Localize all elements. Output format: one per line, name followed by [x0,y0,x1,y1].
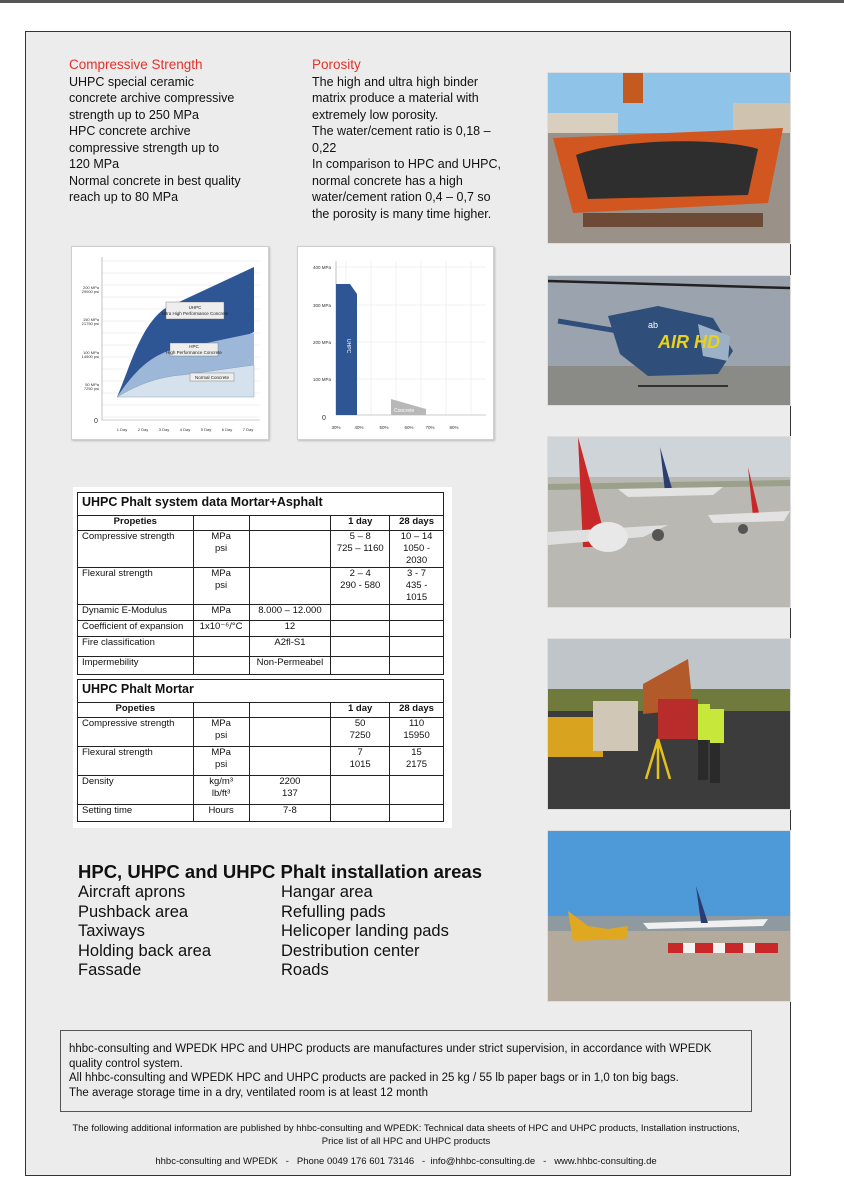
y-zero-label: 0 [94,418,98,425]
porosity-heading: Porosity [312,57,361,72]
x-tick-label: 2 Day [137,427,149,432]
y-tick-label: 14500 psi [81,354,99,359]
day1-cell [331,621,390,637]
value-cell: 8.000 – 12.000 [249,605,331,621]
day28-cell [390,637,444,657]
normal-concrete-label: Normal Concrete [194,375,230,380]
day28-cell: 10 – 14 1050 - 2030 [390,531,444,568]
uhpc-bar-label: UHPC [345,339,351,354]
day28-cell: 15 2175 [390,747,444,776]
property-cell: Density [78,776,194,805]
compressive-line: HPC concrete archive [69,124,191,138]
y-tick-label: 200 MPa [82,285,99,290]
area-item: Refulling pads [281,902,386,921]
hpc-label-full: High Performance Concrete [166,350,222,355]
day28-cell [390,776,444,805]
unit-cell [193,637,249,657]
y-tick-label: 21750 psi [81,321,99,326]
day28-cell [390,605,444,621]
compressive-line: strength up to 250 MPa [69,107,199,122]
area-item: Destribution center [281,941,420,960]
property-cell: Impermebility [78,657,194,675]
x-tick-label: 6 Day [221,427,233,432]
x-tick-label: 40% [354,425,364,430]
column-header: 1 day [331,703,390,718]
day1-cell [331,776,390,805]
contact-line: hhbc-consulting and WPEDK - Phone 0049 176 601 73146 - info@hhbc-consulting.de - www.hhbc-consulting.de [155,1156,657,1167]
day1-cell [331,637,390,657]
property-cell: Compressive strength [78,531,194,568]
porosity-section [312,57,501,222]
unit-cell: MPa psi [193,718,249,747]
property-cell: Setting time [78,805,194,822]
hpc-label: HPC [189,344,199,349]
unit-cell: kg/m³ lb/ft³ [193,776,249,805]
aircraft-apron-photo [547,436,791,608]
porosity-line: water/cement ration 0,4 – 0,7 so [312,190,491,204]
unit-cell: MPa [193,605,249,621]
y-tick-label: 100 MPa [312,377,331,382]
day1-cell [331,657,390,675]
column-header: Propeties [78,516,194,531]
porosity-line: 0,22 [312,140,337,155]
value-cell [249,718,331,747]
column-header: 1 day [331,516,390,531]
y-tick-label: 300 MPa [312,303,331,308]
value-cell: 12 [249,621,331,637]
property-cell: Dynamic E-Modulus [78,605,194,621]
area-item: Helicoper landing pads [281,922,449,940]
table-row [78,805,444,822]
helicopter-livery-text: AIR HD [658,332,720,352]
day28-cell: 110 15950 [390,718,444,747]
unit-cell: MPa psi [193,568,249,605]
compressive-line: Normal concrete in best quality [69,173,241,188]
value-cell: A2fl-S1 [249,637,331,657]
x-tick-label: 80% [449,425,459,430]
unit-cell: MPa psi [193,747,249,776]
value-cell [249,568,331,605]
area-item: Holding back area [78,941,211,960]
note-line: All hhbc-consulting and WPEDK HPC and UHPC products are packed in 25 kg / 55 lb paper bags or in 1,0 ton big bags. [69,1072,679,1084]
porosity-chart-grid [336,261,486,415]
quality-note-box [60,1030,752,1112]
column-header: 28 days [390,703,444,718]
x-tick-label: 30% [331,425,341,430]
y-tick-label: 150 MPa [82,317,99,322]
value-cell: Non-Permeabel [249,657,331,675]
y-tick-label: 200 MPa [312,340,331,345]
value-cell [249,531,331,568]
table-row [78,747,444,776]
airport-works-photo [547,830,791,1002]
installation-areas-left [78,883,211,981]
porosity-line: matrix produce a material with [312,91,479,105]
x-tick-label: 4 Day [179,427,191,432]
compressive-strength-section [69,57,241,206]
property-cell: Flexural strength [78,568,194,605]
table-row [78,605,444,621]
day1-cell: 2 – 4 290 - 580 [331,568,390,605]
column-header [249,703,331,718]
value-cell [249,747,331,776]
area-item: Hangar area [281,883,373,901]
compressive-heading: Compressive Strength [69,57,203,72]
construction-site-photo [547,638,791,810]
day1-cell: 7 1015 [331,747,390,776]
x-tick-label: 5 Day [200,427,212,432]
y-tick-label: 100 MPa [82,350,99,355]
area-item: Pushback area [78,902,189,921]
table-row [78,657,444,675]
porosity-line: The high and ultra high binder [312,74,479,89]
unit-cell: MPa psi [193,531,249,568]
unit-cell: Hours [193,805,249,822]
uhpc-label: UHPC [188,305,202,310]
table-row [78,568,444,605]
porosity-chart-svg [298,247,493,439]
column-header: Popeties [78,703,194,718]
column-header [193,703,249,718]
day1-cell [331,605,390,621]
helicopter-livery-small: ab [648,320,659,330]
table-title: UHPC Phalt system data Mortar+Asphalt [78,493,444,516]
x-tick-label: 7 Day [242,427,254,432]
column-header [193,516,249,531]
area-item: Aircraft aprons [78,883,186,901]
area-item: Fassade [78,961,142,979]
value-cell: 2200 137 [249,776,331,805]
footer-info-line2: Price list of all HPC and UHPC products [321,1136,491,1147]
compressive-line: compressive strength up to [69,140,220,155]
note-line: The average storage time in a dry, ventilated room is at least 12 month [69,1086,429,1099]
day28-cell [390,621,444,637]
x-tick-label: 3 Day [158,427,170,432]
column-header [249,516,331,531]
table-row [78,621,444,637]
y-tick-label: 7250 psi [83,386,99,391]
strength-chart [71,246,269,440]
table-row [78,718,444,747]
footer-info: The following additional information are published by hhbc-consulting and WPEDK: Technical data sheets of HPC and UHPC products, Installation instructions, [72,1123,740,1134]
installation-areas-right [281,883,449,981]
helicopter-photo [547,275,791,406]
property-cell: Coefficient of expansion [78,621,194,637]
y-zero-label: 0 [322,415,326,422]
installation-areas-title: HPC, UHPC and UHPC Phalt installation areas [78,861,483,882]
area-item: Roads [281,961,329,979]
compressive-line: UHPC special ceramic [69,74,195,89]
property-cell: Flexural strength [78,747,194,776]
phalt-system-table [77,492,444,675]
table-row [78,637,444,657]
x-tick-label: 60% [404,425,414,430]
porosity-line: the porosity is many time higher. [312,206,492,221]
day1-cell: 50 7250 [331,718,390,747]
uhpc-label-full: Ultra High Performance Concrete [161,311,229,316]
porosity-line: The water/cement ratio is 0,18 – [312,124,491,138]
porosity-line: In comparison to HPC and UHPC, [312,157,501,171]
compressive-line: reach up to 80 MPa [69,190,179,204]
technical-data-tables [73,487,452,828]
porosity-line: normal concrete has a high [312,173,463,188]
day28-cell [390,657,444,675]
property-cell: Compressive strength [78,718,194,747]
concrete-bar-label: Concrete [394,408,415,414]
table-row [78,776,444,805]
phalt-mortar-table [77,679,444,822]
note-line: hhbc-consulting and WPEDK HPC and UHPC products are manufactures under strict supervision, in accordance with WPEDK [69,1043,712,1055]
x-tick-label: 70% [425,425,435,430]
porosity-line: extremely low porosity. [312,107,439,122]
day28-cell [390,805,444,822]
area-item: Taxiways [78,922,145,940]
table-row [78,531,444,568]
compressive-line: 120 MPa [69,157,120,171]
table-title: UHPC Phalt Mortar [78,680,444,703]
strength-chart-svg [72,247,268,439]
x-tick-label: 50% [379,425,389,430]
column-header: 28 days [390,516,444,531]
y-tick-label: 50 MPa [85,382,99,387]
compressive-line: concrete archive compressive [69,91,235,105]
unit-cell [193,657,249,675]
day1-cell: 5 – 8 725 – 1160 [331,531,390,568]
day1-cell [331,805,390,822]
x-tick-label: 1 Day [116,427,128,432]
value-cell: 7-8 [249,805,331,822]
day28-cell: 3 - 7 435 - 1015 [390,568,444,605]
top-rule [0,0,844,3]
property-cell: Fire classification [78,637,194,657]
y-tick-label: 29000 psi [81,289,99,294]
unit-cell: 1x10⁻⁶/°C [193,621,249,637]
porosity-chart [297,246,494,440]
paver-photo [547,72,791,244]
note-line: quality control system. [69,1057,183,1070]
y-tick-label: 400 MPa [312,265,331,270]
